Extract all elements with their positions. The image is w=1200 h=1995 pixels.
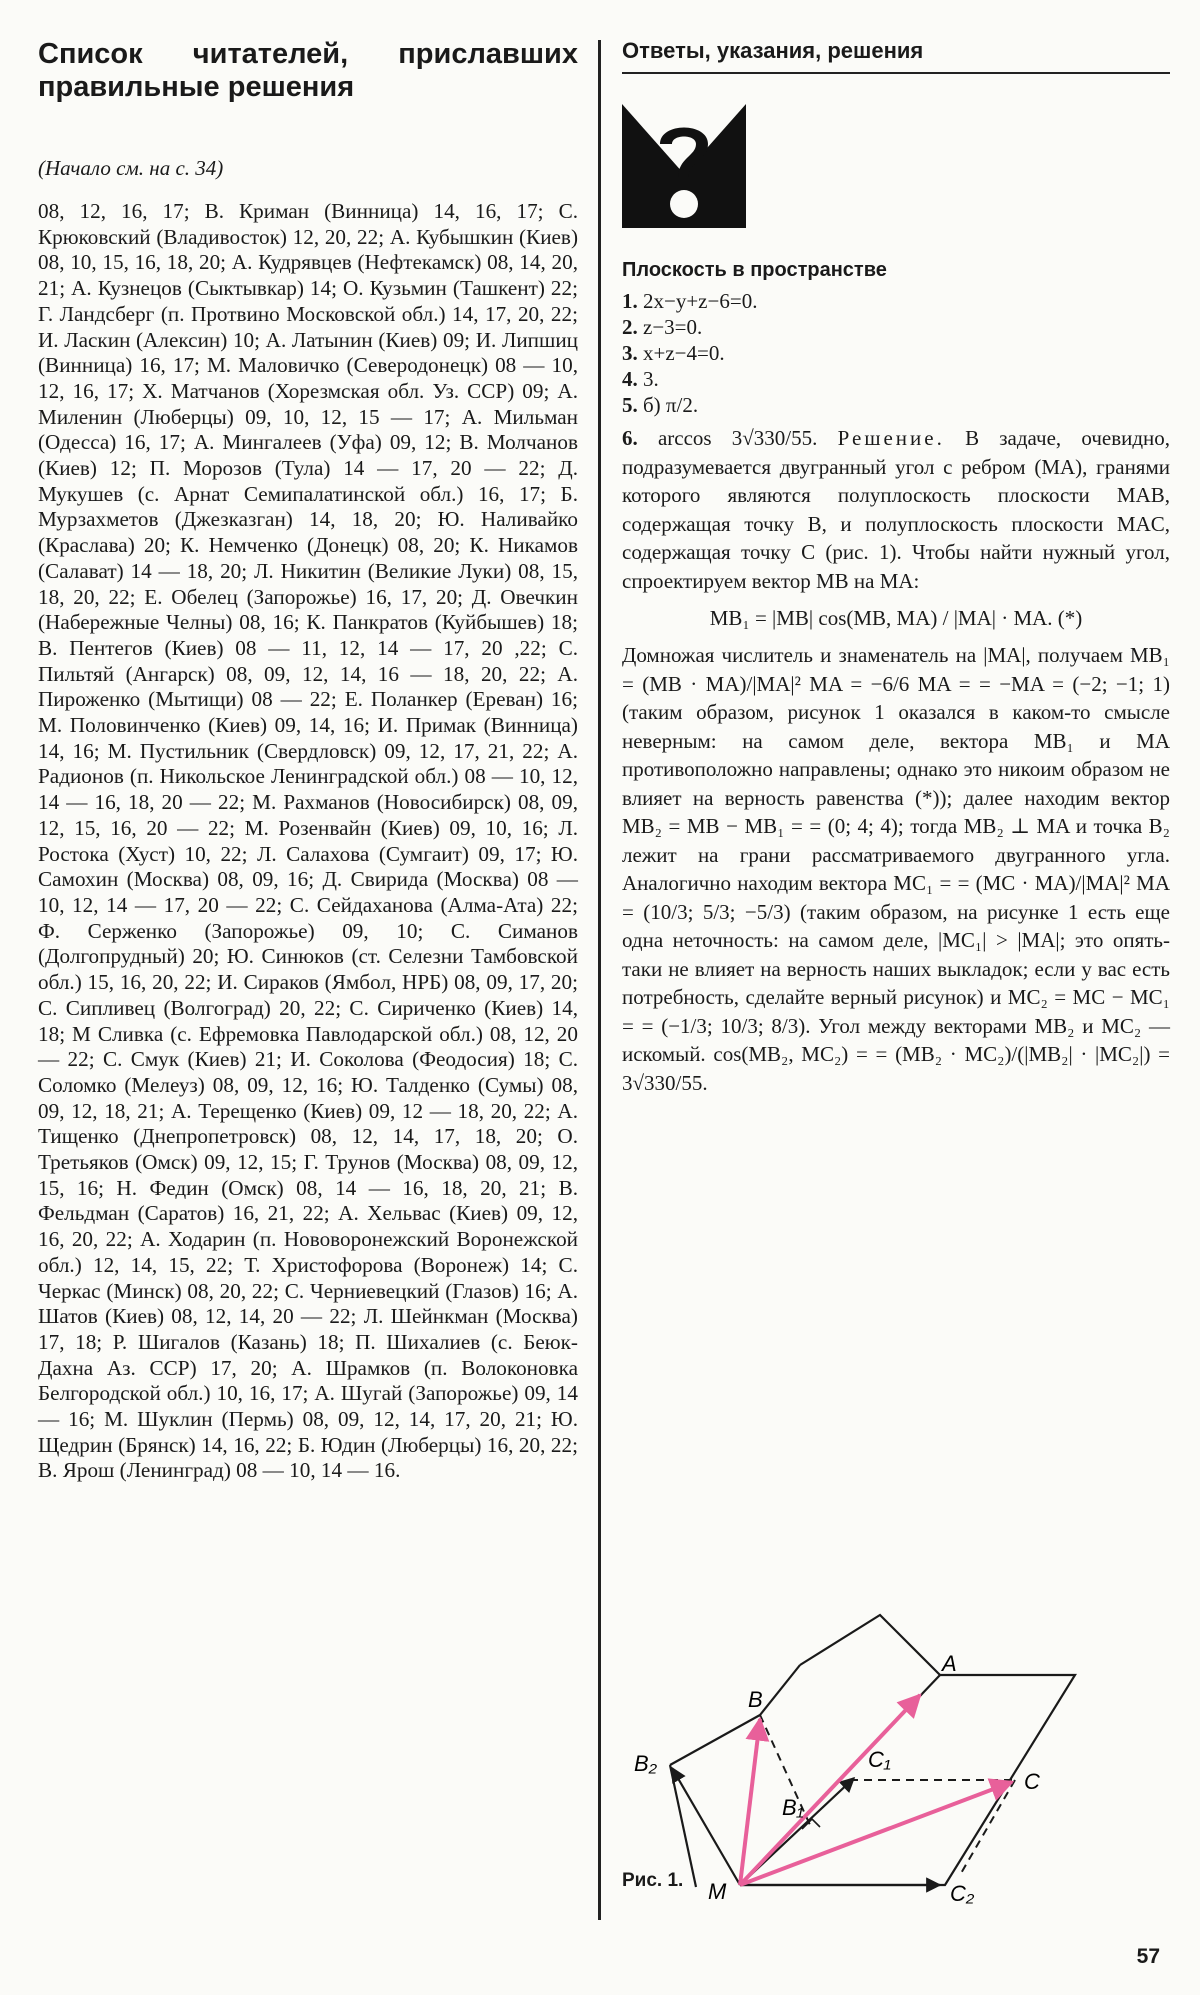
problem-section-title: Плоскость в пространстве (622, 259, 887, 281)
label-B1: B₁ (782, 1795, 804, 1820)
vector-MB (740, 1719, 760, 1885)
formula-projection: MB₁ = |MB| cos(MB, MA) / |MA| · MA. (*) (709, 606, 1083, 630)
solution-text-2: Домножая числитель и знаменатель на |MA|, получаем MB₁ = (MB · MA)/|MA|² MA = −6/6 MA = = −MA = (−2; −1; 1) (таким образом, рисунок 1 оказался в каком-то смысле неверным: на самом деле, вектора MB₁ и MA противоположно направлены; однако это никоим образом не влияет на верность равенства (*)); далее находим вектор MB₂ = MB − MB₁ = = (0; 4; 4); тогда MB₂ ⊥ MA и точка B₂ лежит на грани рассматриваемого двугранного угла. Аналогично находим вектора MC₁ = = (MC · MA)/|MA|² MA = (10/3; 5/3; −5/3) (таким образом, на рисунке 1 есть еще одна неточность: на самом деле, |MC₁| > |MA|; это опять-таки не влияет на верность наших выкладок; если у вас есть потребность, сделайте верный рисунок) и MC₂ = MC − MC₁ = = (−1/3; 10/3; 8/3). Угол между векторами MB₂ и MC₂ — искомый. cos(MB₂, MC₂) = = (MB₂ · MC₂)/(|MB₂| · |MC₂|) = 3√330/55. (622, 643, 1170, 1095)
label-M: M (708, 1879, 727, 1904)
solution-word: Решение. (837, 426, 945, 450)
readers-list: 08, 12, 16, 17; В. Криман (Винница) 14, 16, 17; С. Крюковский (Владивосток) 12, 20, 22; А. Кубышкин (Киев) 08, 10, 15, 16, 18, 20; А. Кудрявцев (Нефтекамск) 08, 14, 20, 21; А. Кузнецов (Сыктывкар) 14; О. Кузьмин (Ташкент) 22; Г. Ландсберг (п. Протвино Московской обл.) 14, 17, 20, 22; И. Ласкин (Алексин) 10; А. Латынин (Киев) 09; И. Липшиц (Винница) 16, 17; М. Маловичко (Северодонецк) 08 — 10, 12, 16, 17; Х. Матчанов (Хорезмская обл. Уз. ССР) 09; А. Миленин (Люберцы) 09, 10, 12, 15 — 17; А. Мильман (Одесса) 16, 17; А. Мингалеев (Уфа) 09, 12; В. Молчанов (Киев) 12; П. Морозов (Тула) 14 — 17, 20 — 22; Д. Мукушев (с. Арнат Семипалатинской обл.) 16, 17; Б. Мурзахметов (Джезказган) 14, 18, 20; Ю. Наливайко (Краслава) 20; К. Немченко (Донецк) 08, 20; К. Никамов (Салават) 14 — 18, 20; Л. Никитин (Великие Луки) 08, 15, 18, 20, 22; Е. Обелец (Запорожье) 16, 17, 20; Д. Овечкин (Набережные Челны) 08, 16; К. Панкратов (Куйбышев) 18; В. Пентегов (Киев) 08 — 11, 12, 14 — 17, 20 ,22; С. Пильтяй (Ангарск) 08, 09, 12, 14, 16 — 18, 20, 22; А. Пироженко (Мытищи) 08 — 22; Е. Поланкер (Ереван) 16; М. Половинченко (Киев) 09, 14, 16; И. Примак (Винница) 14, 16; М. Пустильник (Свердловск) 09, 12, 17, 21, 22; А. Радионов (п. Никольское Ленинградской обл.) 08 — 10, 12, 14 — 16, 18, 20 — 22; М. Рахманов (Новосибирск) 08, 09, 12, 15, 16, 20 — 22; М. Розенвайн (Киев) 09, 10, 16; Л. Ростока (Хуст) 10, 22; Л. Салахова (Сумгаит) 09, 17; Ю. Самохин (Москва) 08, 09, 16; Д. Свирида (Москва) 08 — 10, 12, 14 — 17, 20 — 22; С. Сейдаханова (Алма-Ата) 22; Ф. Серженко (Запорожье) 09, 10; С. Симанов (Долгопрудный) 20; Ю. Синюков (ст. Селезни Тамбовской обл.) 15, 16, 20, 22; И. Сираков (Ямбол, НРБ) 08, 09, 17, 20; С. Сипливец (Волгоград) 20, 22; С. Сириченко (Киев) 14, 18; М Сливка (с. Ефремовка Павлодарской обл.) 08, 12, 20 — 22; С. Смук (Киев) 21; И. Соколова (Феодосия) 18; С. Соломко (Мелеуз) 08, 09, 12, 16; Ю. Талденко (Сумы) 08, 09, 12, 18, 21; А. Терещенко (Киев) 09, 12 — 18, 20, 22; А. Тищенко (Днепропетровск) 08, 12, 14, 17, 18, 20; О. Третьяков (Омск) 09, 12, 15; Г. Трунов (Москва) 08, 09, 12, 15, 16; Н. Федин (Омск) 08, 14 — 16, 18, 20, 21; В. Фельдман (Саратов) 16, 21, 22; А. Хельвас (Киев) 09, 12, 16, 20, 22; А. Ходарин (п. Нововоронежский Воронежской обл.) 12, 14, 15, 22; Т. Христофорова (Воронеж) 14; С. Черкас (Минск) 08, 20, 22; С. Черниевецкий (Глазов) 16; А. Шатов (Киев) 08, 12, 14, 20 — 22; Л. Шейнкман (Москва) 17, 18; Р. Шигалов (Казань) 18; П. Шихалиев (с. Беюк-Дахна Аз. ССР) 17, 20; А. Шрамков (п. Волоконовка Белгородской обл.) 10, 16, 17; А. Шугай (Запорожье) 09, 14 — 16; М. Шуклин (Пермь) 08, 09, 12, 14, 17, 20, 21; Ю. Щедрин (Брянск) 14, 16, 22; Б. Юдин (Люберцы) 16, 20, 22; В. Ярош (Ленинград) 08 — 10, 14 — 16. (38, 199, 578, 1483)
answer-item: 3. x+z−4=0. (622, 341, 725, 365)
answer-item: 1. 2x−y+z−6=0. (622, 289, 758, 313)
answer-item: 2. z−3=0. (622, 315, 703, 339)
left-column (38, 38, 578, 1484)
question-mark-logo (622, 104, 746, 228)
page-number: 57 (1136, 1945, 1160, 1968)
right-column (622, 38, 1170, 1097)
label-B2: B₂ (634, 1751, 658, 1776)
label-C: C (1024, 1769, 1040, 1794)
section-header: Ответы, указания, решения (622, 38, 1170, 74)
solution-text-1: В задаче, очевидно, подразумевается двугранный угол с ребром (MA), гранями которого являются полуплоскость плоскости MAB, содержащая точку B, и полуплоскость плоскости MAC, содержащая точку C (рис. 1). Чтобы найти нужный угол, спроектируем вектор MB на MA: (622, 426, 1171, 593)
label-C2: C₂ (950, 1881, 975, 1905)
problem-6-answer: arccos 3√330/55. (657, 426, 818, 450)
figure-caption: Рис. 1. (622, 1870, 684, 1891)
page-title: Список читателей, приславших правильные решения (38, 38, 578, 103)
vector-MC (740, 1782, 1012, 1885)
continuation-note: (Начало см. на с. 34) (38, 156, 224, 180)
answers-list (622, 288, 1170, 418)
label-B: B (748, 1687, 763, 1712)
problem-6-solution: 6. arccos 3√330/55. Решение. В задаче, очевидно, подразумевается двугранный угол с ребром (MA), гранями которого являются полуплоскость плоскости MAB, содержащая точку B, и полуплоскость плоскости MAC, содержащая точку C (рис. 1). Чтобы найти нужный угол, спроектируем вектор MB на MA: (622, 426, 1171, 593)
upper-half-plane (800, 1615, 940, 1675)
label-A: A (942, 1651, 957, 1676)
answer-item: 5. б) π/2. (622, 393, 699, 417)
answer-item: 4. 3. (622, 367, 659, 391)
vector-MA (740, 1695, 920, 1885)
column-divider (598, 40, 601, 1920)
figure-dihedral-angle (620, 1575, 1100, 1905)
label-C1: C₁ (868, 1747, 891, 1772)
